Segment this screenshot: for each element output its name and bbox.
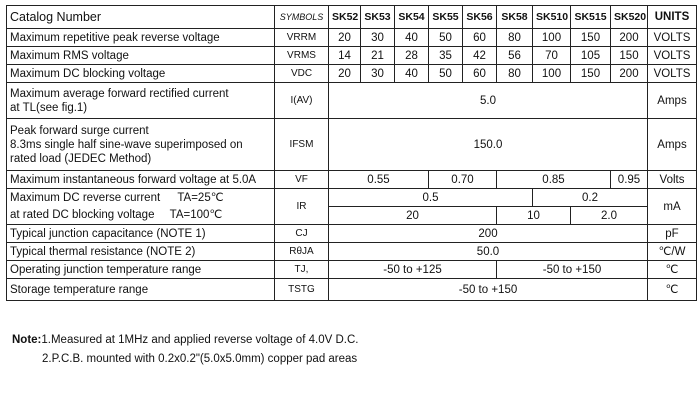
- value-cell: 60: [463, 65, 497, 83]
- row-symbol: VF: [275, 171, 329, 189]
- notes-section: [12, 331, 358, 369]
- row-unit: VOLTS: [648, 29, 697, 47]
- value-cell: 42: [463, 47, 497, 65]
- row-description-line: Maximum average forward rectified current: [10, 87, 229, 100]
- part-header: SK55: [429, 6, 463, 29]
- value-cell: 100: [533, 65, 571, 83]
- row-description: [7, 207, 275, 225]
- value-cell: 80: [497, 65, 533, 83]
- part-header: SK515: [571, 6, 611, 29]
- value-cell: 20: [329, 207, 497, 225]
- value-cell: 150: [571, 29, 611, 47]
- value-cell: 60: [463, 29, 497, 47]
- row-description: Maximum DC blocking voltage: [7, 65, 275, 83]
- table-row: [7, 261, 697, 279]
- value-cell: -50 to +125: [329, 261, 497, 279]
- part-header: SK56: [463, 6, 497, 29]
- ratings-table: [6, 5, 697, 301]
- table-row: [7, 119, 697, 171]
- value-cell: 0.5: [329, 189, 533, 207]
- row-description: [7, 119, 275, 171]
- row-description: Maximum instantaneous forward voltage at 5.0A: [7, 171, 275, 189]
- value-cell: 30: [361, 65, 395, 83]
- value-cell: 100: [533, 29, 571, 47]
- note-2: 2.P.C.B. mounted with 0.2x0.2"(5.0x5.0mm) copper pad areas: [42, 353, 358, 365]
- row-description-line: at rated DC blocking voltage: [10, 209, 155, 222]
- value-cell: 80: [497, 29, 533, 47]
- row-unit: ℃: [648, 279, 697, 301]
- row-symbol: CJ: [275, 225, 329, 243]
- row-description: [7, 189, 275, 207]
- row-description: Storage temperature range: [7, 279, 275, 301]
- units-header: UNITS: [648, 6, 697, 29]
- table-row: [7, 243, 697, 261]
- row-symbol: VRRM: [275, 29, 329, 47]
- row-description-line: rated load (JEDEC Method): [10, 152, 152, 165]
- value-cell: 150: [571, 65, 611, 83]
- row-description-line: Maximum DC reverse current: [10, 191, 161, 204]
- value-cell: 30: [361, 29, 395, 47]
- value-cell: -50 to +150: [329, 279, 648, 301]
- row-description: Maximum RMS voltage: [7, 47, 275, 65]
- row-symbol: VRMS: [275, 47, 329, 65]
- value-cell: 40: [395, 65, 429, 83]
- row-symbol: TSTG: [275, 279, 329, 301]
- row-unit: mA: [648, 189, 697, 225]
- row-symbol: RθJA: [275, 243, 329, 261]
- table-row: [7, 189, 697, 207]
- row-description-line: at TL(see fig.1): [10, 101, 88, 114]
- table-row: [7, 279, 697, 301]
- value-cell: 10: [497, 207, 571, 225]
- value-cell: 28: [395, 47, 429, 65]
- row-unit: Amps: [648, 119, 697, 171]
- value-cell: 0.55: [329, 171, 429, 189]
- note-line-1: [12, 331, 358, 350]
- row-description-line: Peak forward surge current: [10, 124, 149, 137]
- value-cell: 0.2: [533, 189, 648, 207]
- value-cell: 0.95: [611, 171, 648, 189]
- value-cell: 50: [429, 65, 463, 83]
- row-unit: Amps: [648, 83, 697, 119]
- row-unit: pF: [648, 225, 697, 243]
- row-unit: VOLTS: [648, 47, 697, 65]
- value-cell: 200: [611, 29, 648, 47]
- row-description: [7, 83, 275, 119]
- value-cell: 40: [395, 29, 429, 47]
- part-header: SK52: [329, 6, 361, 29]
- row-description: Typical junction capacitance (NOTE 1): [7, 225, 275, 243]
- part-header: SK520: [611, 6, 648, 29]
- row-unit: ℃/W: [648, 243, 697, 261]
- value-cell: 200: [329, 225, 648, 243]
- value-cell: 20: [329, 29, 361, 47]
- value-cell: 14: [329, 47, 361, 65]
- value-cell: 200: [611, 65, 648, 83]
- value-cell: 105: [571, 47, 611, 65]
- row-symbol: IR: [275, 189, 329, 225]
- value-cell: 21: [361, 47, 395, 65]
- row-description: Maximum repetitive peak reverse voltage: [7, 29, 275, 47]
- value-cell: 35: [429, 47, 463, 65]
- symbols-header: SYMBOLS: [275, 6, 329, 29]
- note-1: 1.Measured at 1MHz and applied reverse voltage of 4.0V D.C.: [41, 334, 359, 346]
- value-cell: 150.0: [329, 119, 648, 171]
- value-cell: 20: [329, 65, 361, 83]
- value-cell: 56: [497, 47, 533, 65]
- row-description-line: 8.3ms single half sine-wave superimposed on: [10, 138, 243, 151]
- value-cell: 0.85: [497, 171, 611, 189]
- value-cell: 50.0: [329, 243, 648, 261]
- row-symbol: VDC: [275, 65, 329, 83]
- value-cell: 2.0: [571, 207, 648, 225]
- table-row: [7, 225, 697, 243]
- table-row: [7, 29, 697, 47]
- table-row: [7, 65, 697, 83]
- row-unit: VOLTS: [648, 65, 697, 83]
- value-cell: 50: [429, 29, 463, 47]
- part-header: SK58: [497, 6, 533, 29]
- value-cell: 5.0: [329, 83, 648, 119]
- value-cell: 70: [533, 47, 571, 65]
- test-condition: TA=25℃: [177, 191, 224, 204]
- table-row: [7, 207, 697, 225]
- row-symbol: TJ,: [275, 261, 329, 279]
- table-row: [7, 83, 697, 119]
- row-symbol: IFSM: [275, 119, 329, 171]
- row-unit: Volts: [648, 171, 697, 189]
- value-cell: -50 to +150: [497, 261, 648, 279]
- notes-label: Note:: [12, 334, 42, 346]
- header-row: [7, 6, 697, 29]
- row-symbol: I(AV): [275, 83, 329, 119]
- table-row: [7, 171, 697, 189]
- row-description: Typical thermal resistance (NOTE 2): [7, 243, 275, 261]
- row-description: Operating junction temperature range: [7, 261, 275, 279]
- part-header: SK54: [395, 6, 429, 29]
- test-condition: TA=100℃: [169, 209, 223, 222]
- part-header: SK510: [533, 6, 571, 29]
- value-cell: 0.70: [429, 171, 497, 189]
- catalog-number-header: Catalog Number: [7, 6, 275, 29]
- part-header: SK53: [361, 6, 395, 29]
- table-row: [7, 47, 697, 65]
- row-unit: ℃: [648, 261, 697, 279]
- value-cell: 150: [611, 47, 648, 65]
